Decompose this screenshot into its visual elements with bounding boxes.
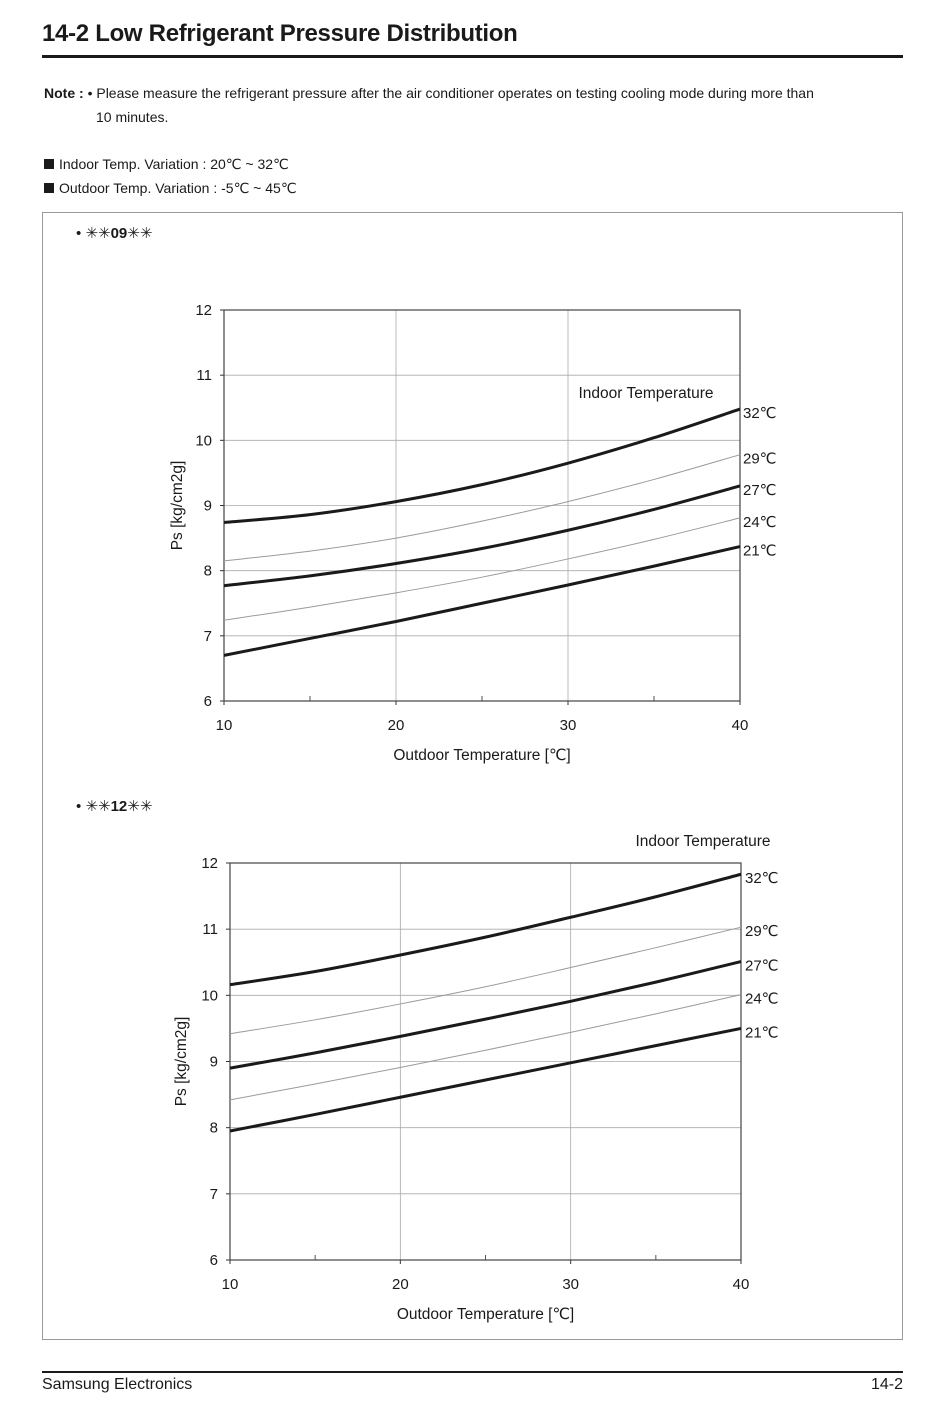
- y-tick-label: 10: [195, 432, 212, 450]
- model-number: 09: [110, 225, 128, 242]
- y-tick-label: 8: [203, 562, 212, 580]
- outdoor-variation-text: Outdoor Temp. Variation : -5℃ ~ 45℃: [59, 180, 297, 196]
- series-label: 27℃: [745, 957, 779, 975]
- y-tick-label: 11: [196, 367, 212, 385]
- star-icon: ✳✳: [85, 798, 111, 815]
- x-tick-label: 40: [731, 717, 749, 734]
- y-tick-label: 7: [209, 1185, 218, 1203]
- y-tick-label: 6: [203, 693, 212, 710]
- x-tick-label: 20: [391, 1276, 409, 1293]
- series-label: 24℃: [745, 990, 779, 1008]
- x-tick-label: 40: [732, 1276, 750, 1293]
- note-text-line1: • Please measure the refrigerant pressure after the air conditioner operates on testing cooling mode during more than: [87, 85, 814, 101]
- series-line: [230, 995, 741, 1100]
- series-line: [230, 962, 741, 1069]
- y-tick-label: 9: [209, 1053, 218, 1071]
- series-label: 29℃: [743, 450, 777, 468]
- legend-title: Indoor Temperature: [578, 385, 714, 402]
- legend-title: Indoor Temperature: [635, 833, 771, 850]
- series-line: [230, 1028, 741, 1131]
- y-tick-label: 7: [203, 627, 212, 645]
- star-icon: ✳✳: [85, 225, 111, 242]
- page-title: 14-2 Low Refrigerant Pressure Distribution: [42, 20, 518, 47]
- indoor-variation-text: Indoor Temp. Variation : 20℃ ~ 32℃: [59, 156, 289, 172]
- x-tick-label: 20: [387, 717, 405, 734]
- note-label: Note :: [44, 85, 84, 101]
- series-label: 29℃: [745, 923, 779, 941]
- footer-company: Samsung Electronics: [42, 1376, 193, 1393]
- y-tick-label: 12: [195, 302, 212, 319]
- bullet: •: [76, 225, 82, 242]
- y-tick-label: 9: [203, 497, 212, 515]
- series-label: 24℃: [743, 513, 777, 531]
- footer-page-number: 14-2: [870, 1376, 903, 1393]
- series-label: 27℃: [743, 481, 777, 499]
- series-label: 32℃: [743, 405, 777, 423]
- y-tick-label: 6: [209, 1252, 218, 1269]
- note-text-line2: 10 minutes.: [96, 109, 169, 125]
- series-label: 21℃: [745, 1024, 779, 1042]
- y-tick-label: 8: [209, 1119, 218, 1137]
- star-icon: ✳✳: [127, 225, 153, 242]
- bullet: •: [76, 798, 82, 815]
- x-tick-label: 10: [221, 1276, 239, 1293]
- series-label: 32℃: [745, 870, 779, 888]
- x-tick-label: 30: [562, 1276, 580, 1293]
- x-tick-label: 10: [215, 717, 233, 734]
- y-tick-label: 10: [201, 987, 218, 1005]
- x-axis-label: Outdoor Temperature [℃]: [393, 747, 571, 764]
- x-tick-label: 30: [559, 717, 577, 734]
- model-number: 12: [110, 798, 128, 815]
- y-axis-label: Ps [kg/cm2g]: [173, 1016, 190, 1107]
- y-tick-label: 12: [201, 855, 218, 872]
- y-axis-label: Ps [kg/cm2g]: [169, 460, 186, 551]
- x-axis-label: Outdoor Temperature [℃]: [396, 1306, 575, 1323]
- series-label: 21℃: [743, 542, 777, 560]
- footer-rule: [42, 1371, 903, 1373]
- y-tick-label: 11: [202, 921, 218, 939]
- star-icon: ✳✳: [127, 798, 153, 815]
